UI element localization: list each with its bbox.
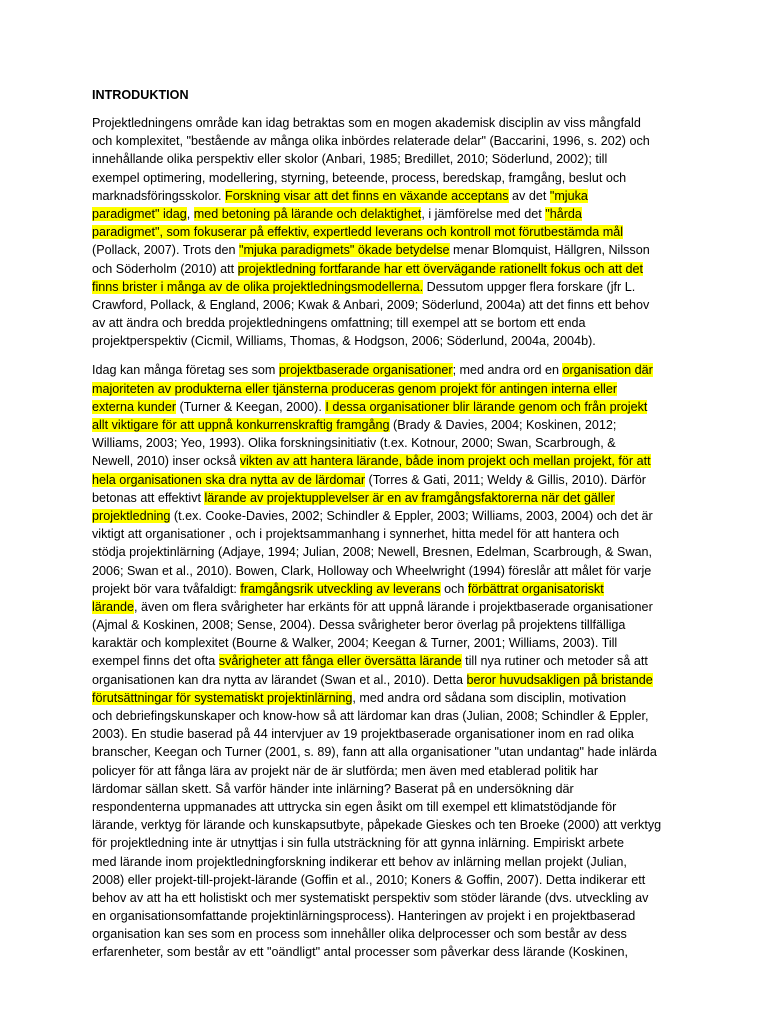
body-text: 2008) eller projekt-till-projekt-lärande (Goffin et al., 2010; Koners & Goffin, 2007). Detta indikerar ett: [92, 872, 646, 887]
text-line: [92, 689, 688, 707]
text-line: [92, 652, 688, 670]
highlighted-text: projektbaserade organisationer: [278, 363, 453, 378]
highlighted-text: projektledning: [92, 508, 171, 523]
body-text: till nya rutiner och metoder så att: [461, 654, 648, 669]
body-text: 2006; Swan et al., 2010). Bowen, Clark, Holloway och Wheelwright (1994) föreslår att målet för varje: [92, 563, 652, 578]
body-text: exempel optimering, modellering, styrning, beteende, process, beredskap, framgång, beslut och: [92, 170, 627, 185]
text-line: [92, 925, 688, 943]
highlighted-text: beror huvudsakligen på bristande: [466, 672, 653, 687]
text-line: [92, 762, 688, 780]
body-text: , med andra ord sådana som disciplin, motivation: [352, 690, 627, 705]
body-text: och: [440, 581, 468, 596]
text-line: [92, 616, 688, 634]
highlighted-text: med betoning på lärande och delaktighet: [193, 206, 422, 221]
body-text: marknadsföringsskolor.: [92, 188, 225, 203]
text-line: [92, 296, 688, 314]
highlighted-text: förbättrat organisatoriskt: [467, 581, 604, 596]
body-text: betonas att effektivt: [92, 490, 205, 505]
text-line: [92, 205, 688, 223]
body-text: karaktär och komplexitet (Bourne & Walker, 2004; Keegan & Turner, 2001; Williams, 2003). Till: [92, 636, 618, 651]
text-line: [92, 278, 688, 296]
body-text: organisationen kan dra nytta av lärandet (Swan et al., 2010). Detta: [92, 672, 467, 687]
body-text: av det: [508, 188, 550, 203]
text-line: [92, 816, 688, 834]
text-line: [92, 169, 688, 187]
document-body: [92, 114, 688, 962]
text-line: [92, 489, 688, 507]
body-text: med lärande inom projektledningforskning indikerar ett behov av inlärning mellan projekt (Julian,: [92, 854, 627, 869]
highlighted-text: paradigmet", som fokuserar på effektiv, expertledd leverans och kontroll mot förutbestämda mål: [92, 225, 624, 240]
highlighted-text: "mjuka: [549, 188, 588, 203]
paragraph: [92, 361, 688, 961]
highlighted-text: organisation där: [562, 363, 653, 378]
body-text: (Pollack, 2007). Trots den: [92, 243, 239, 258]
text-line: [92, 416, 688, 434]
text-line: [92, 889, 688, 907]
body-text: av att ändra och bredda projektledningens omfattning; till exempel att se bortom ett enda: [92, 316, 586, 331]
body-text: Projektledningens område kan idag betraktas som en mogen akademisk disciplin av viss mångfald: [92, 116, 641, 130]
text-line: [92, 798, 688, 816]
text-line: [92, 562, 688, 580]
body-text: innehållande olika perspektiv eller skolor (Anbari, 1985; Bredillet, 2010; Söderlund, 2002); till: [92, 152, 608, 167]
highlighted-text: Forskning visar att det finns en växande acceptans: [225, 188, 509, 203]
body-text: organisation kan ses som en process som innehåller olika delprocesser och som består av dess: [92, 927, 627, 942]
text-line: [92, 853, 688, 871]
body-text: 2003). En studie baserad på 44 intervjuer av 19 projektbaserade organisationer inom en rad olika: [92, 727, 634, 742]
highlighted-text: majoriteten av produkterna eller tjänsterna produceras genom projekt för antingen interna eller: [92, 381, 618, 396]
text-line: [92, 471, 688, 489]
text-line: [92, 507, 688, 525]
body-text: lärdomar sällan skett. Så varför händer inte inlärning? Baserat på en undersökning där: [92, 781, 574, 796]
body-text: , även om flera svårigheter har erkänts för att uppnå lärande i projektbaserade organisationer: [134, 599, 653, 614]
body-text: en organisationsomfattande projektinlärningsprocess). Hanteringen av projekt i en projektbaserad: [92, 909, 636, 924]
body-text: branscher, Keegan och Turner (2001, s. 89), fann att alla organisationer "utan undantag" hade inlärda: [92, 745, 657, 760]
text-line: [92, 361, 688, 379]
body-text: Dessutom uppger flera forskare (jfr L.: [423, 279, 636, 294]
body-text: viktigt att organisationer , och i projektsammanhang i synnerhet, hitta medel för att hantera och: [92, 527, 620, 542]
highlighted-text: lärande av projektupplevelser är en av framgångsfaktorerna när det gäller: [204, 490, 615, 505]
body-text: Newell, 2010) inser också: [92, 454, 240, 469]
text-line: [92, 580, 688, 598]
body-text: Idag kan många företag ses som: [92, 363, 279, 378]
highlighted-text: finns brister i många av de olika projektledningsmodellerna.: [92, 279, 424, 294]
text-line: [92, 241, 688, 259]
body-text: (t.ex. Cooke-Davies, 2002; Schindler & Eppler, 2003; Williams, 2003, 2004) och det är: [170, 508, 653, 523]
body-text: , i jämförelse med det: [421, 206, 546, 221]
highlighted-text: externa kunder: [92, 399, 177, 414]
highlighted-text: svårigheter att fånga eller översätta lärande: [218, 654, 462, 669]
body-text: (Torres & Gati, 2011; Weldy & Gillis, 2010). Därför: [365, 472, 646, 487]
body-text: menar Blomquist, Hällgren, Nilsson: [449, 243, 650, 258]
document-page: [92, 86, 688, 973]
highlighted-text: hela organisationen ska dra nytta av de lärdomar: [92, 472, 366, 487]
body-text: ; med andra ord en: [452, 363, 563, 378]
text-line: [92, 634, 688, 652]
highlighted-text: I dessa organisationer blir lärande genom och från projekt: [325, 399, 648, 414]
body-text: stödja projektinlärning (Adjaye, 1994; Julian, 2008; Newell, Bresnen, Edelman, Scarbrough, & Swan,: [92, 545, 653, 560]
text-line: [92, 332, 688, 350]
text-line: [92, 434, 688, 452]
body-text: och debriefingskunskaper och know-how så att lärdomar kan dras (Julian, 2008; Schindler & Eppler,: [92, 709, 649, 723]
highlighted-text: framgångsrik utveckling av leverans: [240, 581, 441, 596]
document-heading: INTRODUKTION: [92, 88, 189, 102]
highlighted-text: projektledning fortfarande har ett övervägande rationellt fokus och att det: [237, 261, 643, 276]
highlighted-text: vikten av att hantera lärande, både inom projekt och mellan projekt, för att: [239, 454, 651, 469]
body-text: för projektledning inte är utnyttjas i sin fulla utsträckning för att gynna inlärning. Empiriskt arbete: [92, 836, 625, 851]
body-text: Williams, 2003; Yeo, 1993). Olika forskningsinitiativ (t.ex. Kotnour, 2000; Swan, Scarbrough, &: [92, 436, 616, 451]
text-line: [92, 452, 688, 470]
text-line: [92, 150, 688, 168]
body-text: projektperspektiv (Cicmil, Williams, Thomas, & Hodgson, 2006; Söderlund, 2004a, 2004b).: [92, 334, 596, 349]
text-line: [92, 725, 688, 743]
body-text: (Ajmal & Koskinen, 2008; Sense, 2004). Dessa svårigheter beror överlag på projektens tillfälliga: [92, 618, 626, 633]
text-line: [92, 223, 688, 241]
paragraph: [92, 114, 688, 350]
body-text: erfarenheter, som består av ett "oändligt" antal processer som påverkar dess lärande (Koskinen,: [92, 945, 629, 960]
text-line: [92, 525, 688, 543]
highlighted-text: "mjuka paradigmets" ökade betydelse: [239, 243, 450, 258]
text-line: [92, 187, 688, 205]
highlighted-text: förutsättningar för systematiskt projektinlärning: [92, 690, 353, 705]
body-text: lärande, verktyg för lärande och kunskapsutbyte, påpekade Gieskes och ten Broeke (2000) att verktyg: [92, 818, 662, 833]
body-text: behov av att ha ett holistiskt och mer systematiskt perspektiv som stöder lärande (dvs. utveckling av: [92, 890, 649, 905]
text-line: [92, 743, 688, 761]
text-line: [92, 114, 688, 132]
text-line: [92, 543, 688, 561]
text-line: [92, 907, 688, 925]
highlighted-text: allt viktigare för att uppnå konkurrenskraftig framgång: [92, 418, 390, 432]
text-line: [92, 834, 688, 852]
highlighted-text: "hårda: [545, 206, 582, 221]
text-line: [92, 871, 688, 889]
body-text: (Brady & Davies, 2004; Koskinen, 2012;: [389, 418, 617, 432]
text-line: [92, 314, 688, 332]
text-line: [92, 943, 688, 961]
body-text: policyer för att fånga lära av projekt när de är slutförda; men även med etablerad politik har: [92, 763, 599, 778]
text-line: [92, 380, 688, 398]
body-text: Crawford, Pollack, & England, 2006; Kwak & Anbari, 2009; Söderlund, 2004a) att det finns ett behov: [92, 297, 650, 312]
text-line: [92, 671, 688, 689]
text-line: [92, 260, 688, 278]
body-text: projekt bör vara tvåfaldigt:: [92, 581, 241, 596]
highlighted-text: paradigmet" idag: [92, 206, 187, 221]
text-line: [92, 707, 688, 725]
body-text: och Söderholm (2010) att: [92, 261, 238, 276]
text-line: [92, 780, 688, 798]
body-text: ,: [186, 206, 194, 221]
body-text: och komplexitet, "bestående av många olika inbördes relaterade delar" (Baccarini, 1996, s. 202) och: [92, 134, 650, 149]
text-line: [92, 598, 688, 616]
highlighted-text: lärande: [92, 599, 135, 614]
body-text: exempel finns det ofta: [92, 654, 219, 669]
body-text: (Turner & Keegan, 2000).: [176, 399, 326, 414]
body-text: respondenterna uppmanades att uttrycka sin egen åsikt om till exempel ett klimatstödjande för: [92, 799, 617, 814]
text-line: [92, 132, 688, 150]
text-line: [92, 398, 688, 416]
